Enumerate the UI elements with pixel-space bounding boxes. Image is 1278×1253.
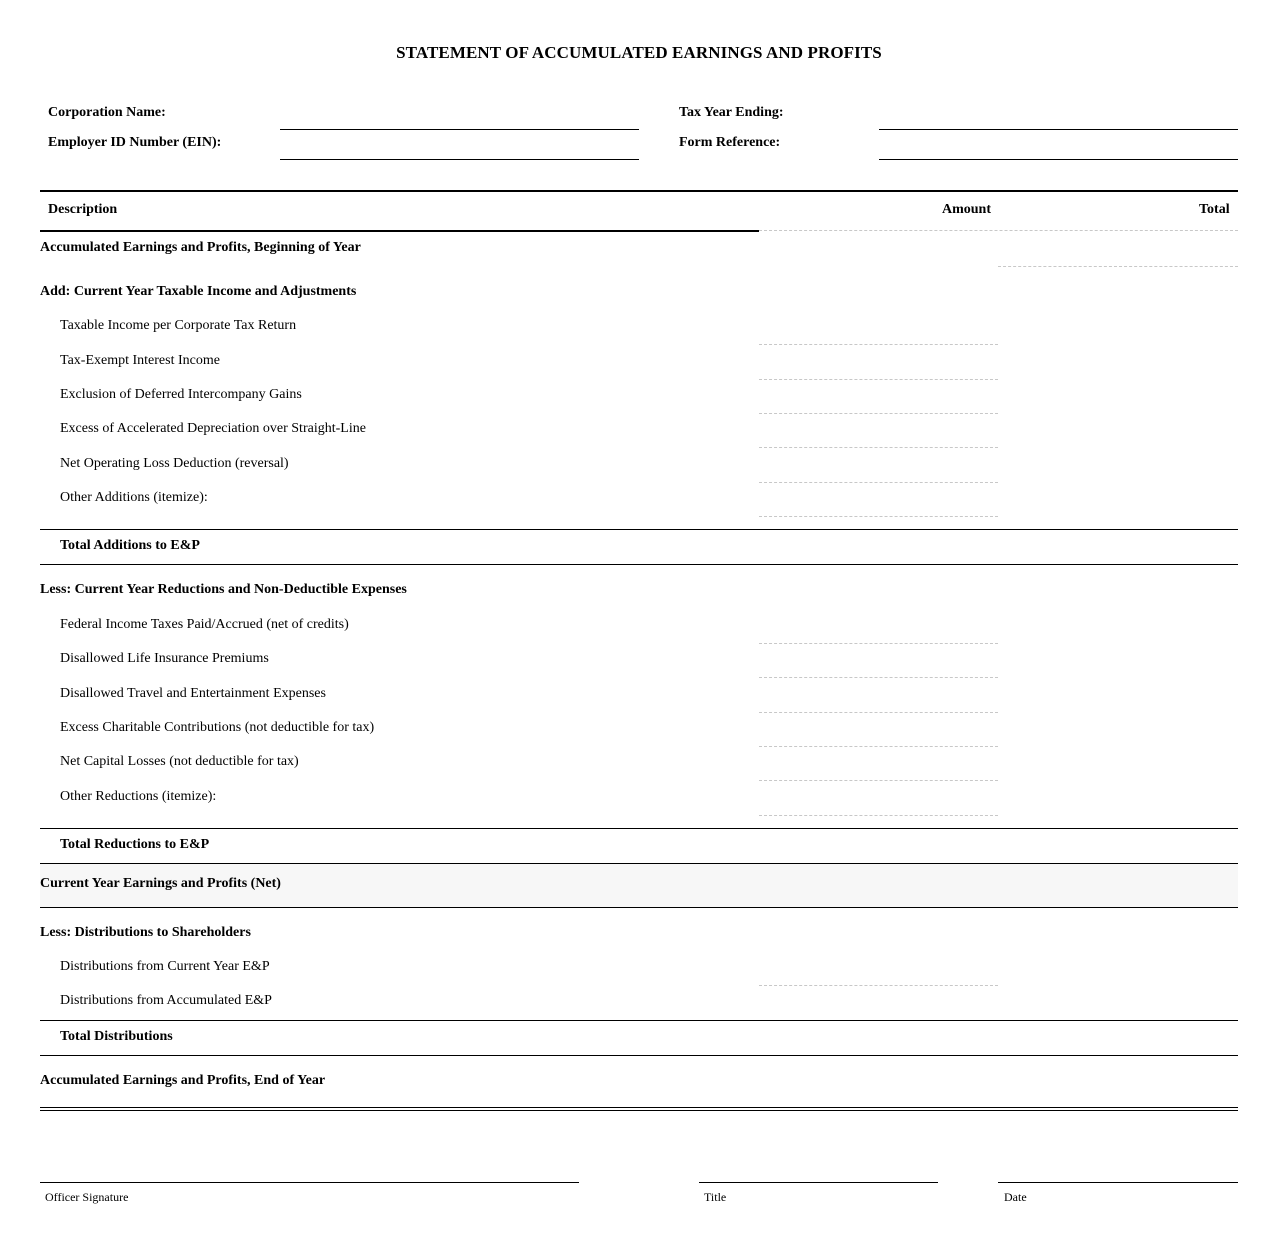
date-label: Date (1004, 1190, 1027, 1204)
dist-item-current-year: Distributions from Current Year E&P (60, 959, 270, 974)
corporation-name-label: Corporation Name: (48, 105, 166, 120)
ending-double-rule-top (40, 1107, 1238, 1108)
add-item-nol-reversal-amount[interactable] (759, 482, 998, 483)
reductions-heading: Less: Current Year Reductions and Non-Deductible Expenses (40, 582, 407, 597)
page-title: STATEMENT OF ACCUMULATED EARNINGS AND PROFITS (396, 43, 882, 62)
total-additions-label: Total Additions to E&P (60, 538, 200, 553)
less-item-capital-losses: Net Capital Losses (not deductible for tax) (60, 754, 299, 769)
column-amount: Amount (942, 202, 992, 217)
dist-item-accumulated: Distributions from Accumulated E&P (60, 993, 272, 1008)
add-item-nol-reversal: Net Operating Loss Deduction (reversal) (60, 456, 289, 471)
less-item-other-reductions-amount[interactable] (759, 815, 998, 816)
total-reductions-label: Total Reductions to E&P (60, 837, 210, 852)
add-item-taxable-income-amount[interactable] (759, 344, 998, 345)
less-item-charitable: Excess Charitable Contributions (not deductible for tax) (60, 720, 375, 735)
less-item-federal-taxes: Federal Income Taxes Paid/Accrued (net of credits) (60, 617, 349, 632)
title-label: Title (704, 1190, 727, 1204)
add-item-accelerated-depreciation-amount[interactable] (759, 447, 998, 448)
beginning-balance-label: Accumulated Earnings and Profits, Beginning of Year (40, 240, 361, 255)
officer-signature-label: Officer Signature (45, 1190, 129, 1204)
ending-double-rule-bottom (40, 1110, 1238, 1111)
add-item-other-additions: Other Additions (itemize): (60, 490, 208, 505)
total-reductions-top-rule (40, 828, 1238, 829)
additions-heading: Add: Current Year Taxable Income and Adjustments (40, 284, 357, 299)
less-item-travel-entertainment: Disallowed Travel and Entertainment Expenses (60, 686, 326, 701)
column-total: Total (1199, 202, 1230, 217)
less-item-life-insurance: Disallowed Life Insurance Premiums (60, 651, 269, 666)
title-field[interactable] (699, 1182, 938, 1183)
total-additions-top-rule (40, 529, 1238, 530)
ending-balance-label: Accumulated Earnings and Profits, End of Year (40, 1073, 326, 1088)
beginning-balance-total-field[interactable] (998, 266, 1238, 267)
tax-year-label: Tax Year Ending: (679, 105, 784, 120)
current-net-label: Current Year Earnings and Profits (Net) (40, 876, 281, 891)
less-item-life-insurance-amount[interactable] (759, 677, 998, 678)
current-net-bottom-rule (40, 907, 1238, 908)
total-distributions-bottom-rule (40, 1055, 1238, 1056)
form-reference-label: Form Reference: (679, 135, 781, 150)
less-item-federal-taxes-amount[interactable] (759, 643, 998, 644)
less-item-other-reductions: Other Reductions (itemize): (60, 789, 217, 804)
add-item-deferred-gains: Exclusion of Deferred Intercompany Gains (60, 387, 302, 402)
dist-item-current-year-amount[interactable] (759, 985, 998, 986)
table-top-rule (40, 190, 1238, 192)
ein-label: Employer ID Number (EIN): (48, 135, 222, 150)
officer-signature-field[interactable] (40, 1182, 579, 1183)
corporation-name-field[interactable] (280, 129, 639, 130)
add-item-deferred-gains-amount[interactable] (759, 413, 998, 414)
add-item-other-additions-amount[interactable] (759, 516, 998, 517)
add-item-taxable-income: Taxable Income per Corporate Tax Return (60, 318, 297, 333)
add-item-tax-exempt-interest-amount[interactable] (759, 379, 998, 380)
column-description: Description (48, 202, 118, 217)
form-reference-field[interactable] (879, 159, 1238, 160)
add-item-tax-exempt-interest: Tax-Exempt Interest Income (60, 353, 220, 368)
less-item-travel-entertainment-amount[interactable] (759, 712, 998, 713)
ein-field[interactable] (280, 159, 639, 160)
date-field[interactable] (998, 1182, 1238, 1183)
total-additions-bottom-rule (40, 564, 1238, 565)
add-item-accelerated-depreciation: Excess of Accelerated Depreciation over Straight-Line (60, 421, 366, 436)
less-item-capital-losses-amount[interactable] (759, 780, 998, 781)
description-header-rule (40, 230, 759, 232)
distributions-heading: Less: Distributions to Shareholders (40, 925, 251, 940)
less-item-charitable-amount[interactable] (759, 746, 998, 747)
total-distributions-label: Total Distributions (60, 1029, 173, 1044)
amount-total-header-rule (759, 230, 1238, 231)
total-distributions-top-rule (40, 1020, 1238, 1021)
tax-year-field[interactable] (879, 129, 1238, 130)
